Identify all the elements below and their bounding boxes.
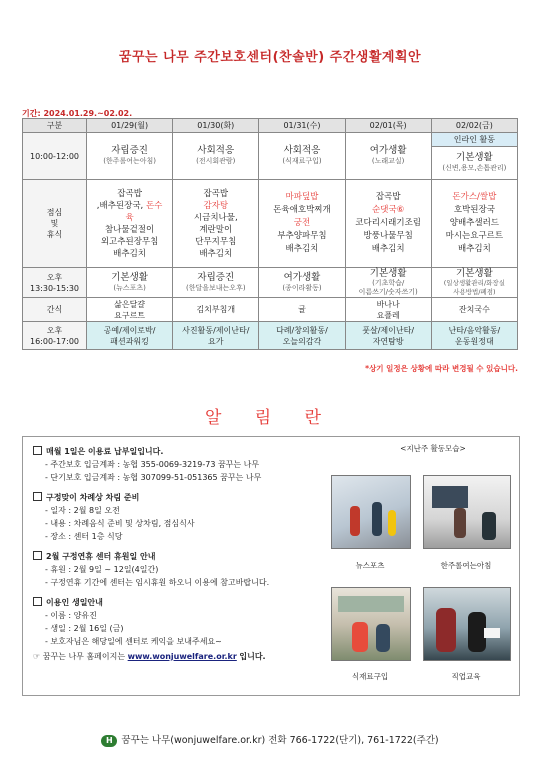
notice-item: - 장소 : 센터 1층 식당: [45, 532, 123, 541]
schedule-header-row: [23, 119, 518, 133]
activity-detail: (뉴스포츠): [113, 283, 146, 292]
notice-list: [33, 445, 343, 663]
lunch-menu-cell: [259, 180, 345, 268]
menu-line: 마시는요구르트: [445, 231, 504, 241]
lunch-menu-cell: [431, 180, 517, 268]
snack-cell: [259, 298, 345, 322]
schedule-cell: [87, 133, 173, 180]
program-line: 풋살/제이난타/: [362, 325, 415, 335]
menu-line: 감자탕: [203, 200, 229, 211]
program-line: 요가: [208, 336, 224, 346]
lunch-label-line: 휴식: [46, 230, 63, 239]
activity-title: 기본생활: [456, 268, 493, 279]
snack-label: 간식: [23, 298, 87, 322]
notice-heading-text: 이용인 생일안내: [46, 598, 103, 607]
notice-heading-text: 구정맞이 차례상 차림 준비: [46, 493, 140, 502]
activity-title: 자립증진: [111, 145, 148, 156]
snack-cell: [173, 298, 259, 322]
evening-label: [23, 322, 87, 350]
menu-line: 육: [125, 212, 134, 223]
notice-heading-text: 매월 1일은 이용료 납부일입니다.: [46, 447, 164, 456]
menu-line: 배추김치: [199, 248, 233, 259]
footer-contact: 꿈꾸는 나무(wonjuwelfare.or.kr) 전화 766-1722(단기), 761-1722(주간): [121, 735, 439, 746]
photo-caption: 식재료구입: [351, 672, 389, 681]
program-line: 난타/음악활동/: [448, 325, 501, 335]
program-cell: [259, 322, 345, 350]
afternoon-label-line: 13:30-15:30: [30, 283, 79, 293]
activity-detail: (신변,용모,손톱관리): [442, 164, 507, 173]
program-cell: [345, 322, 431, 350]
day-header: 01/30(화): [173, 119, 259, 133]
activity-title: 기본생활: [456, 152, 493, 164]
menu-line: 순댓국⑥: [372, 205, 405, 215]
program-line: 다례/창의활동/: [276, 325, 328, 335]
photo-newsports: [331, 475, 411, 549]
menu-line: 부추양파무침: [277, 231, 327, 241]
program-line: 패션과워킹: [110, 336, 149, 346]
snack-item: 삶은달걀: [114, 299, 146, 309]
notice-item: - 이름 : 양유진: [45, 611, 97, 620]
activity-title: 여가생활: [283, 271, 321, 283]
lunch-label: [23, 180, 87, 268]
photo-grocery: [331, 587, 411, 661]
lunch-menu-cell: [87, 180, 173, 268]
activity-detail: 사용방법/폐점): [453, 288, 496, 296]
lunch-label-line: 및: [50, 219, 59, 228]
schedule-cell: [87, 268, 173, 298]
menu-line: 호박된장국: [453, 205, 495, 215]
schedule-cell: [173, 133, 259, 180]
activity-detail: 이름쓰기/숫자쓰기): [358, 288, 418, 296]
afternoon-label: [23, 268, 87, 298]
activity-title: 여가생활: [369, 145, 407, 156]
menu-line: 코다리시래기조림: [355, 218, 421, 228]
notices-box: [22, 436, 520, 696]
notice-item: - 내용 : 차례음식 준비 및 상차림, 점심식사: [45, 519, 195, 528]
homepage-suffix: 입니다.: [239, 652, 266, 661]
snack-item: 잔치국수: [458, 305, 490, 314]
afternoon-label-line: 오후: [46, 272, 63, 282]
program-line: 사진활동/제이난타/: [182, 325, 250, 335]
schedule-cell: [259, 268, 345, 298]
menu-line: 배추김치: [285, 244, 319, 254]
schedule-cell: [345, 268, 431, 298]
day-header: 02/01(목): [345, 119, 431, 133]
lunch-menu-cell: [345, 180, 431, 268]
snack-item: 바나나: [376, 299, 400, 309]
schedule-cell: [431, 147, 517, 180]
schedule-cell: [173, 268, 259, 298]
schedule-change-notice: *상기 일정은 상황에 따라 변경될 수 있습니다.: [365, 364, 518, 373]
activity-detail: (일상생활관리/화장실: [443, 279, 505, 287]
notice-heading: [33, 596, 343, 609]
notice-item: - 단기보호 입금계좌 : 농협 307099-51-051365 꿈꾸는 나무: [45, 473, 262, 482]
period-label: 기간: 2024.01.29.~02.02.: [22, 109, 133, 118]
homepage-link[interactable]: www.wonjuwelfare.or.kr: [127, 652, 237, 661]
menu-line: 배추김치: [457, 244, 491, 254]
snack-item: 귤: [298, 305, 306, 314]
menu-line: 참나물겉절이: [104, 224, 155, 235]
center-logo-icon: H: [101, 735, 117, 747]
notice-heading-text: 2월 구정연휴 센터 휴원일 안내: [46, 552, 156, 561]
notice-heading: [33, 491, 343, 504]
online-activity-label: 인라인 활동: [431, 133, 517, 147]
notice-item: - 일자 : 2월 8일 오전: [45, 506, 120, 515]
snack-cell: [431, 298, 517, 322]
activity-title: 기본생활: [369, 268, 407, 279]
activity-detail: (기초학습/: [372, 279, 405, 287]
program-cell: [87, 322, 173, 350]
checkbox-icon: [33, 597, 42, 606]
gallery-title: <지난주 활동모습>: [400, 444, 466, 453]
menu-line: 양배추샐러드: [449, 218, 500, 228]
menu-line: 돈수: [145, 200, 163, 211]
notice-item: - 구정연휴 기간에 센터는 임시휴원 하오니 이용에 참고바랍니다.: [45, 578, 270, 587]
activity-title: 사회적응: [197, 145, 235, 156]
menu-line: 배추김치: [371, 244, 405, 254]
evening-label-line: 오후: [46, 325, 63, 335]
photo-vocational: [423, 587, 511, 661]
menu-line: 잡곡밥: [117, 188, 142, 199]
activity-title: 자립증진: [197, 271, 235, 283]
program-line: 공예/제이로박/: [103, 325, 156, 335]
activity-title: 기본생활: [111, 271, 148, 283]
menu-line: 시금치나물,: [193, 212, 238, 223]
menu-line: 마파덮밥: [285, 192, 319, 202]
notice-heading: [33, 550, 343, 563]
program-cell: [431, 322, 517, 350]
activity-detail: (식재료구입): [282, 157, 322, 165]
checkbox-icon: [33, 551, 42, 560]
day-header: 01/31(수): [259, 119, 345, 133]
notice-heading: [33, 445, 343, 458]
lunch-label-line: 점심: [46, 208, 63, 217]
program-line: 운동원정대: [455, 336, 494, 346]
program-cell: [173, 322, 259, 350]
menu-line: 단무지무침: [195, 236, 237, 247]
schedule-cell: [259, 133, 345, 180]
menu-line: 외고추된장무침: [100, 236, 159, 247]
menu-line: 배추김치: [113, 248, 147, 259]
notices-title: 알 림 란: [204, 408, 336, 428]
notice-item: - 생일 : 2월 16일 (금): [45, 624, 124, 633]
day-header: 02/02(금): [431, 119, 517, 133]
morning-label: 10:00-12:00: [23, 133, 87, 180]
schedule-cell: [431, 268, 517, 298]
day-header: 01/29(월): [87, 119, 173, 133]
checkbox-icon: [33, 492, 42, 501]
photo-caption: 한주롤여는아침: [440, 561, 492, 570]
menu-line: 잡곡밥: [375, 192, 401, 202]
schedule-cell: [345, 133, 431, 180]
menu-line: ,배추된장국,: [96, 200, 144, 211]
notice-item: - 보호자님은 해당일에 센터로 케익을 보내주세요~: [45, 637, 222, 646]
menu-line: 돈가스/쌀밥: [452, 192, 497, 202]
photo-caption: 직업교육: [451, 672, 481, 681]
activity-detail: (노래교실): [371, 157, 405, 165]
menu-line: 방풍나물무침: [363, 231, 413, 241]
activity-title: 사회적응: [283, 145, 321, 156]
menu-line: 돈육애호박찌개: [273, 205, 331, 215]
page-title: 꿈꾸는 나무 주간보호센터(찬솔반) 주간생활계획안: [118, 50, 422, 65]
activity-detail: (한주롤여는아침): [103, 157, 156, 165]
activity-detail: (전시회관람): [196, 157, 236, 165]
checkbox-icon: [33, 446, 42, 455]
footer: [0, 732, 540, 747]
notice-item: - 휴원 : 2월 9일 ~ 12일(4일간): [45, 565, 159, 574]
header-label: 구분: [23, 119, 87, 133]
program-line: 자연탐방: [372, 336, 404, 346]
menu-line: 궁전: [293, 218, 311, 228]
homepage-prefix: ☞ 꿈꾸는 나무 홈페이지는: [33, 652, 126, 661]
activity-detail: (종이라활동): [282, 283, 322, 292]
evening-label-line: 16:00-17:00: [30, 336, 79, 346]
notice-item: - 주간보호 입금계좌 : 농협 355-0069-3219-73 꿈꾸는 나무: [45, 460, 260, 469]
photo-morning: [423, 475, 511, 549]
program-line: 오늘의감각: [282, 336, 322, 346]
activity-detail: (한달을보내는오후): [186, 283, 246, 292]
snack-item: 요구르트: [114, 310, 146, 320]
snack-item: 김치부침개: [196, 305, 236, 314]
menu-line: 잡곡밥: [203, 188, 229, 199]
homepage-line: [33, 650, 343, 663]
menu-line: 계란말이: [199, 224, 233, 235]
lunch-menu-cell: [173, 180, 259, 268]
photo-caption: 뉴스포츠: [355, 561, 385, 570]
snack-cell: [87, 298, 173, 322]
snack-cell: [345, 298, 431, 322]
snack-item: 요플레: [376, 310, 400, 320]
weekly-schedule-table: [22, 118, 518, 350]
